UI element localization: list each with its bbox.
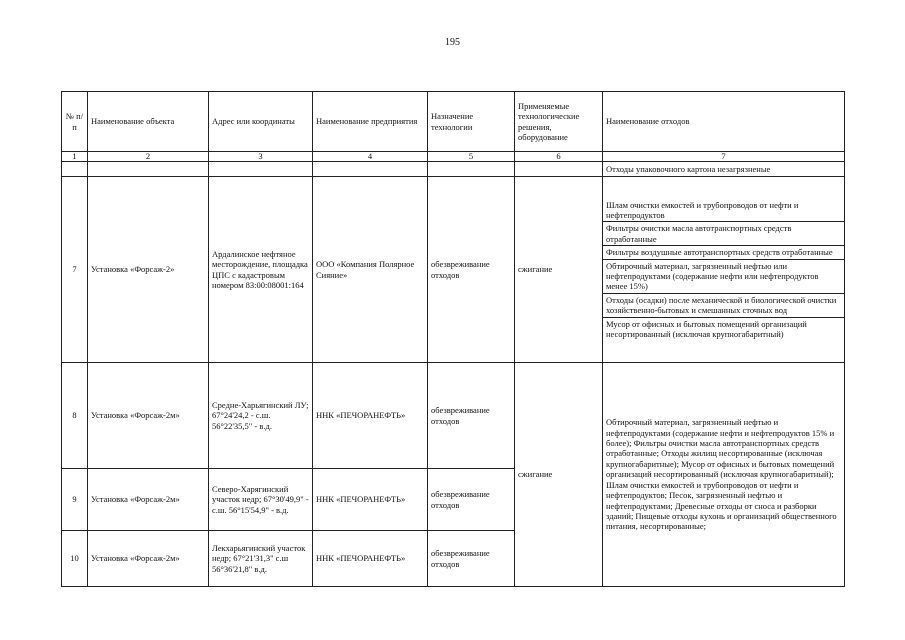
object-name: Установка «Форсаж-2м» (88, 531, 209, 587)
continuation-row (62, 162, 845, 177)
object-name: Установка «Форсаж-2м» (88, 469, 209, 531)
waste-item: Обтирочный материал, загрязненный нефтью или нефтепродуктами (содержание нефти или нефтепродуктов менее 15%) (603, 259, 844, 293)
table-row-7 (62, 177, 845, 363)
continuation-waste: Отходы упаковочного картона незагрязненые (603, 162, 845, 177)
waste-item: Фильтры очистки масла автотранспортных средств отработанные (603, 221, 844, 245)
group-technology-solution: сжигание (515, 363, 603, 587)
row-number: 9 (62, 469, 88, 531)
technology-purpose: обезвреживание отходов (428, 469, 515, 531)
row-number: 7 (62, 177, 88, 363)
header-address: Адрес или координаты (209, 92, 313, 152)
row-number: 10 (62, 531, 88, 587)
company-name: ННК «ПЕЧОРАНЕФТЬ» (313, 363, 428, 469)
page-number: 195 (445, 37, 460, 48)
header-num: № п/п (62, 92, 88, 152)
address: Ардалинское нефтяное месторождение, площадка ЦПС с кадастровым номером 83:00:08001:164 (209, 177, 313, 363)
address: Средне-Харьягинский ЛУ; 67°24'24,2 - с.ш. 56°22'35,5" - в.д. (209, 363, 313, 469)
technology-purpose: обезвреживание отходов (428, 177, 515, 363)
company-name: ННК «ПЕЧОРАНЕФТЬ» (313, 531, 428, 587)
header-waste: Наименование отходов (603, 92, 845, 152)
waste-facilities-table (61, 91, 845, 587)
address: Северо-Харягинский участок недр; 67°30'49,9" - с.ш. 56°15'54,9" - в.д. (209, 469, 313, 531)
address: Лекхарьягинский участок недр; 67°21'31,3" с.ш 56°36'21,8" в.д. (209, 531, 313, 587)
col-number: 7 (603, 152, 845, 162)
object-name: Установка «Форсаж-2м» (88, 363, 209, 469)
col-number: 3 (209, 152, 313, 162)
header-solution: Применяемые технологические решения, оборудование (515, 92, 603, 152)
object-name: Установка «Форсаж-2» (88, 177, 209, 363)
col-number: 4 (313, 152, 428, 162)
col-number: 5 (428, 152, 515, 162)
header-purpose: Назначение технологии (428, 92, 515, 152)
header-company: Наименование предприятия (313, 92, 428, 152)
group-waste-list: Обтирочный материал, загрязненный нефтью и нефтепродуктами (содержание нефти и нефтепродуктов 15% и более); Фильтры очистки масла автотранспортных средств отработанные; Отходы жилищ несортированные (исключая крупногабаритные); Мусор от офисных и бытовых помещений организаций несортированный (исключая крупногабаритный); Шлам очистки емкостей и трубопроводов от нефти и нефтепродуктов; Песок, загрязненный нефтью и нефтепродуктами; Древесные отходы от сноса и разборки зданий; Пищевые отходы кухонь и организаций общественного питания, несортированные; (603, 363, 845, 587)
technology-purpose: обезвреживание отходов (428, 531, 515, 587)
company-name: ННК «ПЕЧОРАНЕФТЬ» (313, 469, 428, 531)
waste-list (603, 177, 845, 363)
technology-purpose: обезвреживание отходов (428, 363, 515, 469)
waste-item: Мусор от офисных и бытовых помещений организаций несортированный (исключая крупногабаритный) (603, 317, 844, 341)
header-object: Наименование объекта (88, 92, 209, 152)
company-name: ООО «Компания Полярное Сияние» (313, 177, 428, 363)
row-number: 8 (62, 363, 88, 469)
col-number: 2 (88, 152, 209, 162)
header-row (62, 92, 845, 152)
waste-item: Фильтры воздушные автотранспортных средств отработанные (603, 245, 844, 258)
waste-item: Отходы (осадки) после механической и биологической очистки хозяйственно-бытовых и смешанных сточных вод (603, 293, 844, 317)
col-number: 6 (515, 152, 603, 162)
col-number: 1 (62, 152, 88, 162)
waste-item: Шлам очистки емкостей и трубопроводов от нефти и нефтепродуктов (606, 199, 799, 220)
technology-solution: сжигание (515, 177, 603, 363)
column-numbers-row (62, 152, 845, 162)
table-row-8 (62, 363, 845, 469)
